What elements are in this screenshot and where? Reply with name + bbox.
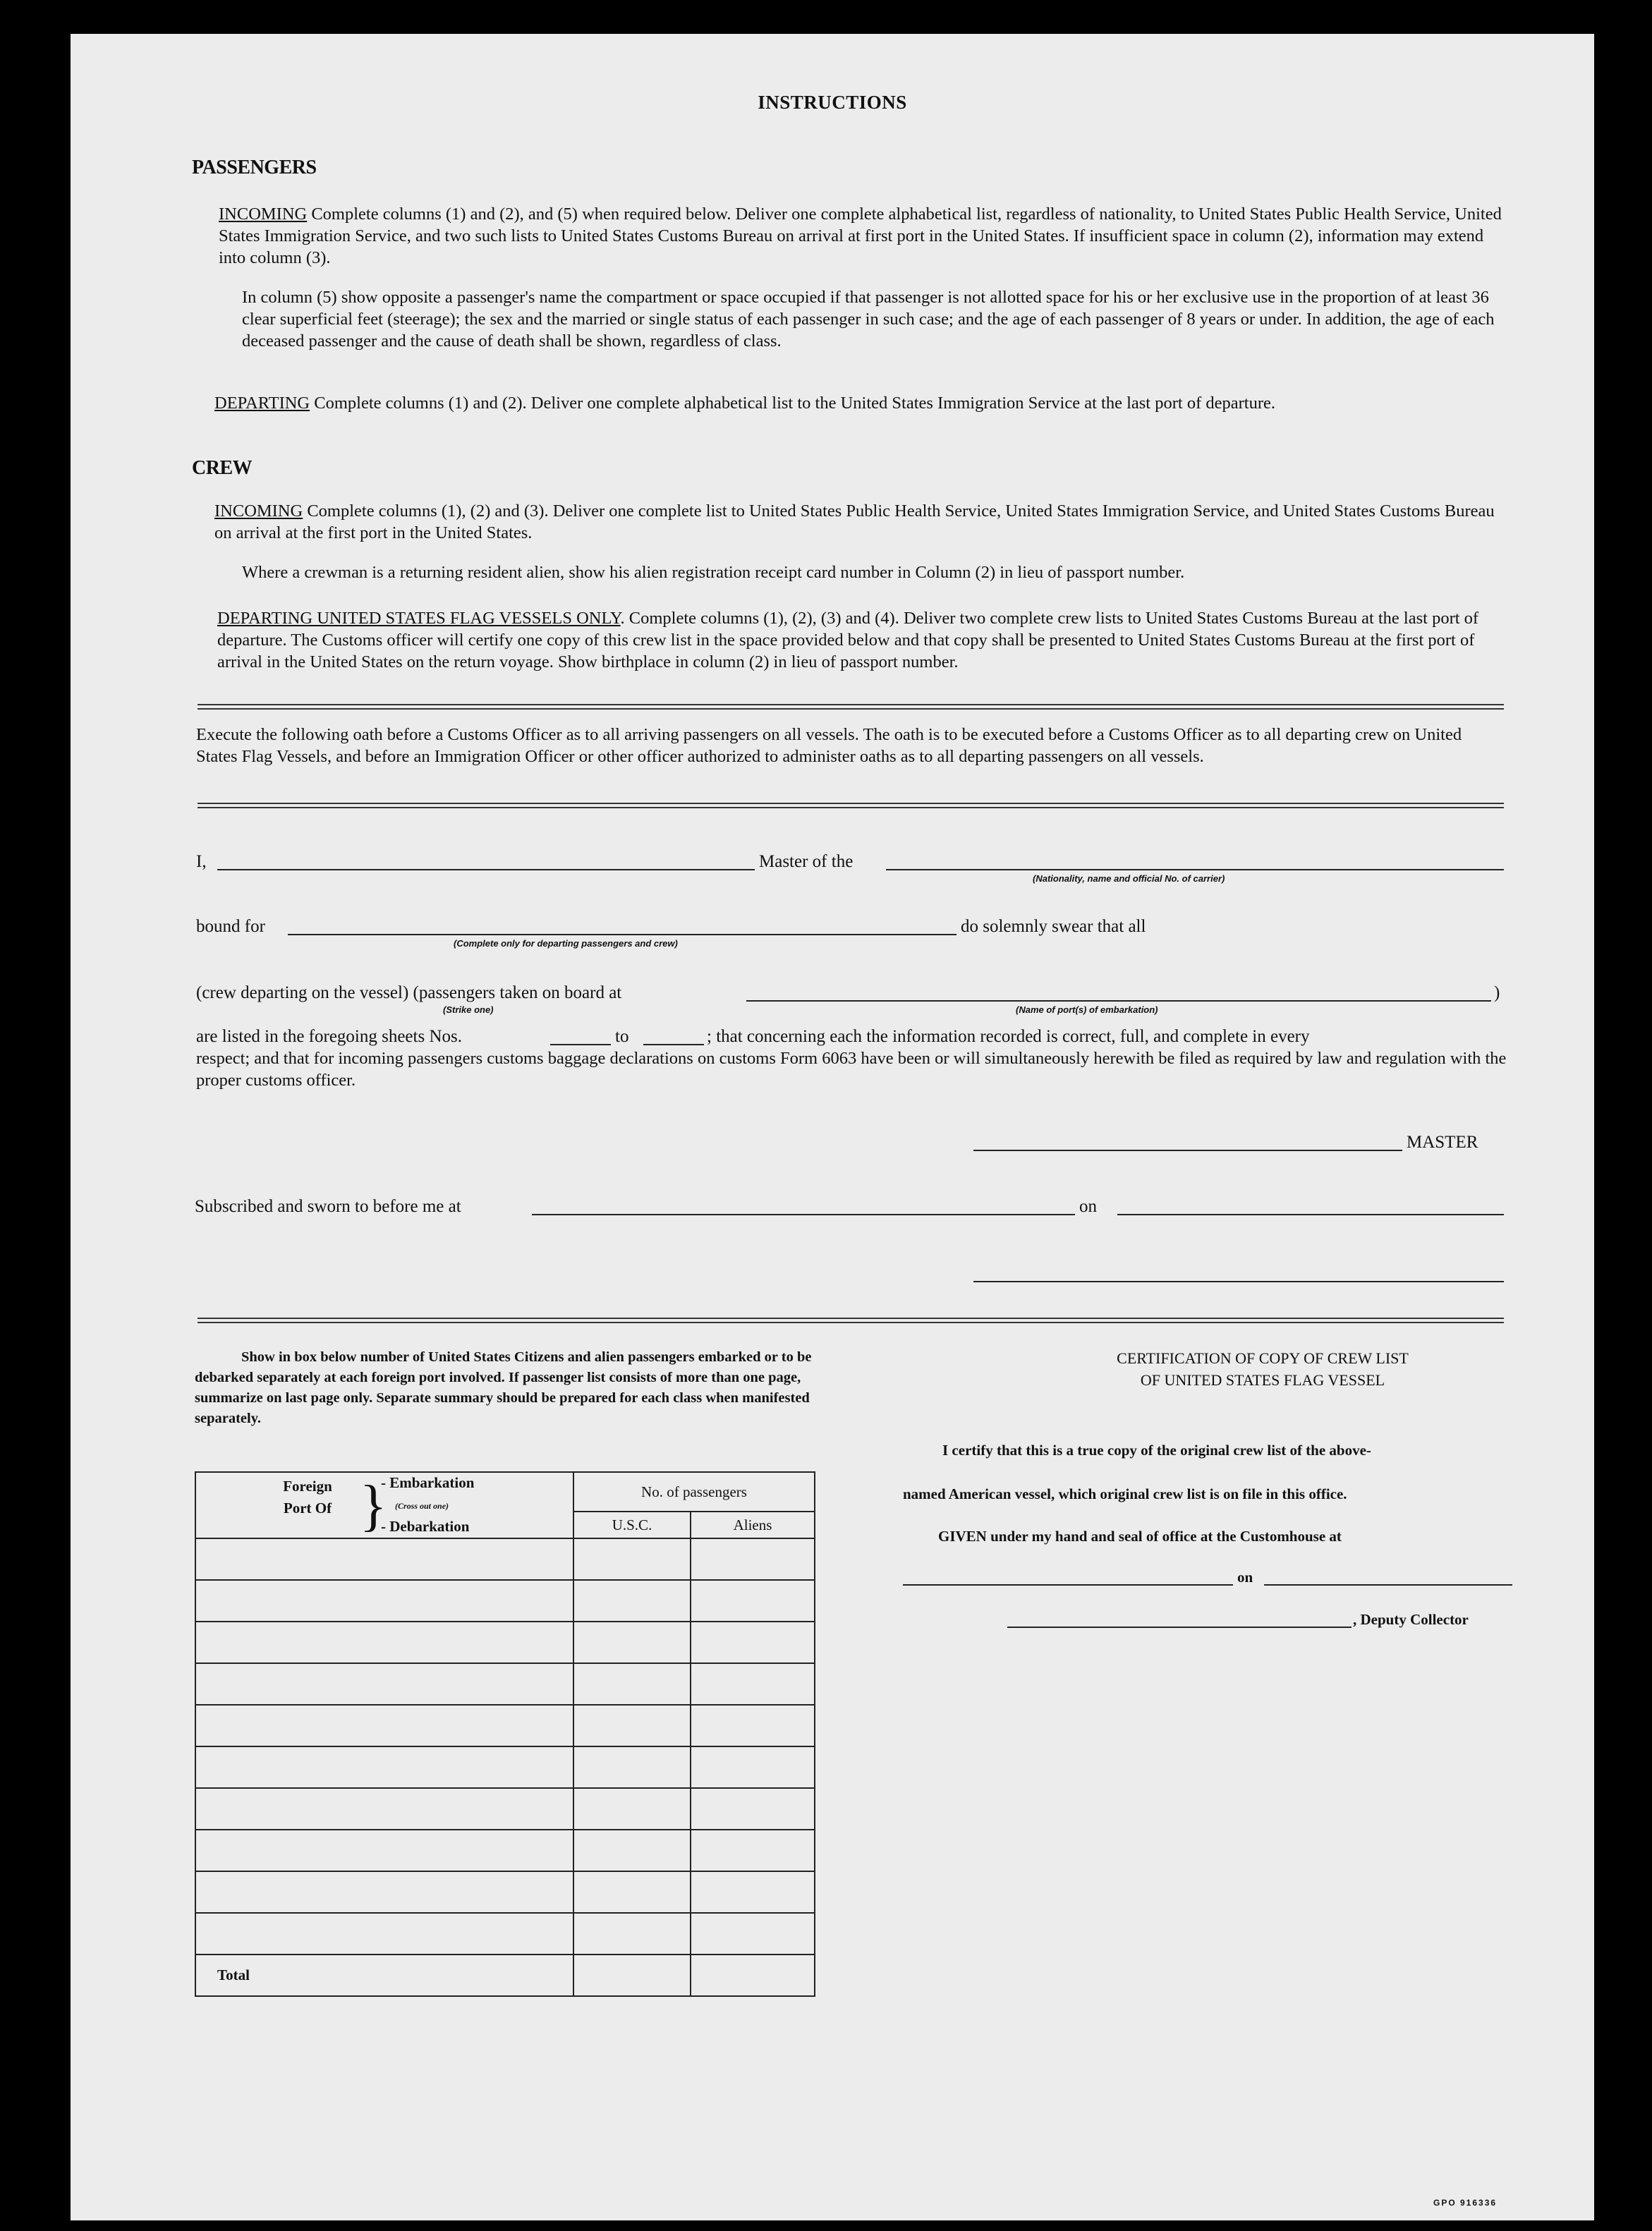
divider	[198, 1318, 1504, 1323]
divider	[198, 704, 1504, 710]
master-label: MASTER	[1407, 1133, 1478, 1152]
usc-cell[interactable]	[573, 1788, 691, 1830]
form-number: GPO 916336	[1433, 2198, 1498, 2208]
usc-cell[interactable]	[573, 1663, 691, 1705]
sworn-date-field[interactable]	[1117, 1214, 1504, 1215]
crew-departing-label: DEPARTING UNITED STATES FLAG VESSELS ONLY	[217, 609, 621, 628]
crew-resident-paragraph: Where a crewman is a returning resident alien, show his alien registration receipt card number in Column (2) in lieu of passport number.	[242, 563, 1185, 582]
no-of-passengers-header: No. of passengers	[573, 1472, 815, 1512]
strike-caption: (Strike one)	[443, 1004, 494, 1015]
certification-heading-line1: CERTIFICATION OF COPY OF CREW LIST	[1117, 1349, 1409, 1367]
subscribed-label: Subscribed and sworn to before me at	[195, 1197, 461, 1216]
aliens-cell[interactable]	[691, 1538, 815, 1580]
aliens-cell[interactable]	[691, 1622, 815, 1663]
sworn-on-label: on	[1079, 1197, 1097, 1216]
table-row	[195, 1622, 815, 1663]
port-cell[interactable]	[195, 1830, 573, 1871]
table-row	[195, 1746, 815, 1788]
certification-line3: GIVEN under my hand and seal of office at the Customhouse at	[938, 1528, 1342, 1545]
port-cell[interactable]	[195, 1538, 573, 1580]
usc-cell[interactable]	[573, 1622, 691, 1663]
foreign-port-header	[195, 1472, 573, 1538]
passengers-departing-paragraph	[214, 392, 1510, 414]
listed-suffix: ; that concerning each the information recorded is correct, full, and complete in every	[707, 1027, 1310, 1046]
passengers-incoming-paragraph	[219, 203, 1510, 269]
table-row	[195, 1663, 815, 1705]
page-title: INSTRUCTIONS	[758, 92, 907, 113]
total-row	[195, 1955, 815, 1996]
deputy-collector-label: , Deputy Collector	[1353, 1611, 1469, 1628]
table-row	[195, 1538, 815, 1580]
foreign-port-label: Foreign Port Of	[283, 1478, 332, 1516]
usc-cell[interactable]	[573, 1830, 691, 1871]
certification-line2: named American vessel, which original crew list is on file in this office.	[903, 1485, 1347, 1502]
sheet-to-field[interactable]	[643, 1044, 704, 1045]
close-paren: )	[1494, 983, 1500, 1002]
crew-incoming-text: Complete columns (1), (2) and (3). Deliver one complete list to United States Public Health Service, United States Immigration Service, and United States Customs Bureau on arrival at the first port in the United States.	[214, 501, 1495, 542]
aliens-header: Aliens	[691, 1512, 815, 1538]
bound-for-label: bound for	[196, 917, 265, 936]
passengers-incoming-label: INCOMING	[219, 205, 308, 224]
summary-instruction: Show in box below number of United States Citizens and alien passengers embarked or to be debarked separately at each foreign port involved. If passenger list consists of more than one page, summarize on last page only. Separate summary should be prepared for each class when manifested separately.	[195, 1349, 812, 1426]
crew-heading: CREW	[192, 457, 253, 479]
table-row	[195, 1830, 815, 1871]
divider	[198, 803, 1504, 808]
passengers-departing-text: Complete columns (1) and (2). Deliver one complete alphabetical list to the United States Immigration Service at the last port of departure.	[310, 394, 1275, 413]
port-cell[interactable]	[195, 1913, 573, 1955]
passengers-heading: PASSENGERS	[192, 157, 317, 178]
usc-cell[interactable]	[573, 1746, 691, 1788]
carrier-caption: (Nationality, name and official No. of carrier)	[1033, 873, 1225, 884]
master-signature-field[interactable]	[973, 1150, 1402, 1151]
deputy-collector-signature-field[interactable]	[1007, 1627, 1352, 1628]
embarkation-label: - Embarkation	[381, 1474, 475, 1491]
carrier-field[interactable]	[886, 869, 1504, 870]
port-cell[interactable]	[195, 1580, 573, 1622]
passengers-incoming-text: Complete columns (1) and (2), and (5) when required below. Deliver one complete alphabetical list, regardless of nationality, to United States Public Health Service, United States Immigration Service, and two such lists to United States Customs Bureau on arrival at first port in the United States. If insufficient space in column (2), information may extend into column (3).	[219, 205, 1502, 267]
aliens-cell[interactable]	[691, 1788, 815, 1830]
aliens-cell[interactable]	[691, 1913, 815, 1955]
to-label: to	[615, 1027, 629, 1046]
port-cell[interactable]	[195, 1746, 573, 1788]
usc-header: U.S.C.	[573, 1512, 691, 1538]
usc-cell[interactable]	[573, 1705, 691, 1746]
table-row	[195, 1705, 815, 1746]
passengers-departing-label: DEPARTING	[214, 394, 310, 413]
usc-cell[interactable]	[573, 1580, 691, 1622]
aliens-cell[interactable]	[691, 1580, 815, 1622]
total-label: Total	[195, 1955, 573, 1996]
crew-incoming-label: INCOMING	[214, 501, 303, 521]
crew-departing-text: . Complete columns (1), (2), (3) and (4). Deliver two complete crew lists to United States Customs Bureau at the last port of departure. The Customs officer will certify one copy of this crew list in the space provided below and that copy shall be presented to United States Customs Bureau at the first port of arrival in the United States on the return voyage. Show birthplace in column (2) in lieu of passport number.	[217, 609, 1479, 671]
listed-rest: respect; and that for incoming passengers customs baggage declarations on customs Form 6063 have been or will simultaneously herewith be filed as required by law and regulation with the proper customs officer.	[196, 1049, 1507, 1090]
brace-icon: }	[360, 1475, 387, 1537]
master-of-label: Master of the	[759, 852, 854, 871]
crew-departing-paragraph	[217, 607, 1510, 673]
certification-on-label: on	[1237, 1569, 1253, 1586]
port-cell[interactable]	[195, 1663, 573, 1705]
port-cell[interactable]	[195, 1705, 573, 1746]
passengers-column5-paragraph: In column (5) show opposite a passenger's name the compartment or space occupied if that passenger is not allotted space for his or her exclusive use in the proportion of at least 36 clear superficial feet (steerage); the sex and the married or single status of each passenger in such case; and the age of each passenger of 8 years or under. In addition, the age of each deceased passenger and the cause of death shall be shown, regardless of class.	[242, 288, 1495, 351]
cross-out-caption: (Cross out one)	[395, 1501, 449, 1511]
aliens-cell[interactable]	[691, 1663, 815, 1705]
table-row	[195, 1580, 815, 1622]
officer-signature-field[interactable]	[973, 1281, 1504, 1282]
listed-prefix: are listed in the foregoing sheets Nos.	[196, 1027, 462, 1046]
oath-i-label: I,	[196, 852, 207, 871]
crew-incoming-paragraph	[214, 500, 1510, 544]
total-aliens-cell[interactable]	[691, 1955, 815, 1996]
aliens-cell[interactable]	[691, 1871, 815, 1913]
port-caption: (Name of port(s) of embarkation)	[1016, 1004, 1158, 1015]
certification-heading-line2: OF UNITED STATES FLAG VESSEL	[1140, 1371, 1385, 1389]
sworn-place-field[interactable]	[532, 1214, 1075, 1215]
certification-date-field[interactable]	[1264, 1584, 1512, 1586]
port-cell[interactable]	[195, 1871, 573, 1913]
port-embarkation-field[interactable]	[746, 1000, 1491, 1002]
oath-instruction: Execute the following oath before a Customs Officer as to all arriving passengers on all vessels. The oath is to be executed before a Customs Officer as to all departing crew on United States Flag Vessels, and before an Immigration Officer or other officer authorized to administer oaths as to all departing passengers on all vessels.	[196, 725, 1462, 766]
debarkation-label: - Debarkation	[381, 1518, 470, 1535]
table-row	[195, 1871, 815, 1913]
crew-passengers-label: (crew departing on the vessel) (passengers taken on board at	[196, 983, 622, 1002]
swear-label: do solemnly swear that all	[961, 917, 1146, 936]
usc-cell[interactable]	[573, 1913, 691, 1955]
bound-for-field[interactable]	[288, 934, 956, 935]
sheet-from-field[interactable]	[550, 1044, 611, 1045]
certification-line1: I certify that this is a true copy of the original crew list of the above-	[942, 1442, 1371, 1459]
bound-for-caption: (Complete only for departing passengers and crew)	[454, 938, 678, 949]
table-row	[195, 1913, 815, 1955]
aliens-cell[interactable]	[691, 1746, 815, 1788]
table-row	[195, 1788, 815, 1830]
port-cell[interactable]	[195, 1788, 573, 1830]
passenger-summary-table	[195, 1471, 815, 1997]
aliens-cell[interactable]	[691, 1830, 815, 1871]
customhouse-field[interactable]	[903, 1584, 1233, 1586]
total-usc-cell[interactable]	[573, 1955, 691, 1996]
certification-heading	[889, 1347, 1636, 1391]
usc-cell[interactable]	[573, 1538, 691, 1580]
form-page	[71, 34, 1594, 2220]
aliens-cell[interactable]	[691, 1705, 815, 1746]
port-cell[interactable]	[195, 1622, 573, 1663]
master-name-field[interactable]	[217, 869, 755, 870]
usc-cell[interactable]	[573, 1871, 691, 1913]
